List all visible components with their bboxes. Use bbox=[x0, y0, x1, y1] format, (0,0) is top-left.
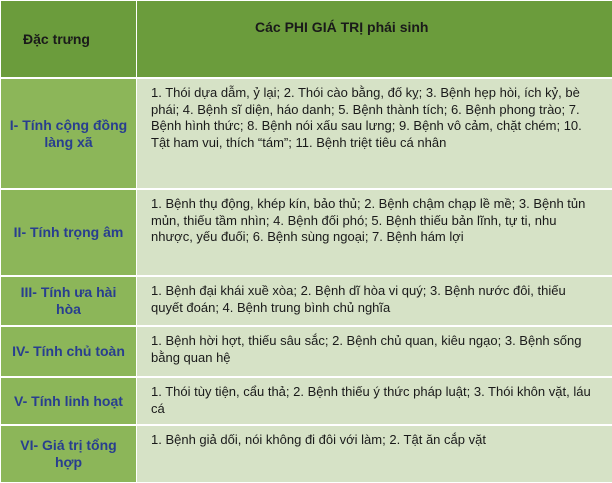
table-row bbox=[1, 276, 612, 326]
table-row bbox=[1, 425, 612, 482]
values-cell: 1. Bệnh hời hợt, thiếu sâu sắc; 2. Bệnh chủ quan, kiêu ngạo; 3. Bệnh sống bằng quan hệ bbox=[137, 326, 612, 377]
table-row bbox=[1, 78, 612, 189]
feature-cell: I- Tính cộng đồng làng xã bbox=[1, 78, 137, 189]
feature-cell: VI- Giá trị tổng hợp bbox=[1, 425, 137, 482]
feature-cell: IV- Tính chủ toàn bbox=[1, 326, 137, 377]
header-derived-values: Các PHI GIÁ TRỊ phái sinh bbox=[137, 1, 612, 79]
table-row bbox=[1, 377, 612, 425]
values-cell: 1. Thói tùy tiện, cẩu thả; 2. Bệnh thiếu ý thức pháp luật; 3. Thói khôn vặt, láu cá bbox=[137, 377, 612, 425]
feature-cell: II- Tính trọng âm bbox=[1, 189, 137, 276]
values-cell: 1. Thói dựa dẫm, ỷ lại; 2. Thói cào bằng, đố kỵ; 3. Bệnh hẹp hòi, ích kỷ, bè phái; 4. Bệnh sĩ diện, háo danh; 5. Bệnh thành tích; 6. Bệnh phong trào; 7. Bệnh hình thức; 8. Bệnh nói xấu sau lưng; 9. Bệnh vô cảm, chặt chém; 10. Tật ham vui, thích “tám”; 11. Bệnh triệt tiêu cá nhân bbox=[137, 78, 612, 189]
header-row bbox=[1, 1, 612, 79]
table-row bbox=[1, 326, 612, 377]
feature-cell: III- Tính ưa hài hòa bbox=[1, 276, 137, 326]
feature-cell: V- Tính linh hoạt bbox=[1, 377, 137, 425]
values-cell: 1. Bệnh đại khái xuề xòa; 2. Bệnh dĩ hòa vi quý; 3. Bệnh nước đôi, thiếu quyết đoán; 4. Bệnh trung bình chủ nghĩa bbox=[137, 276, 612, 326]
header-feature: Đặc trưng bbox=[1, 1, 137, 79]
table-row bbox=[1, 189, 612, 276]
values-cell: 1. Bệnh thụ động, khép kín, bảo thủ; 2. Bệnh chậm chạp lề mề; 3. Bệnh tủn mủn, thiếu tầm nhìn; 4. Bệnh đối phó; 5. Bệnh thiếu bản lĩnh, tự ti, nhu nhược, yếu đuối; 6. Bệnh sùng ngoại; 7. Bệnh hám lợi bbox=[137, 189, 612, 276]
values-cell: 1. Bệnh giả dối, nói không đi đôi với làm; 2. Tật ăn cắp vặt bbox=[137, 425, 612, 482]
